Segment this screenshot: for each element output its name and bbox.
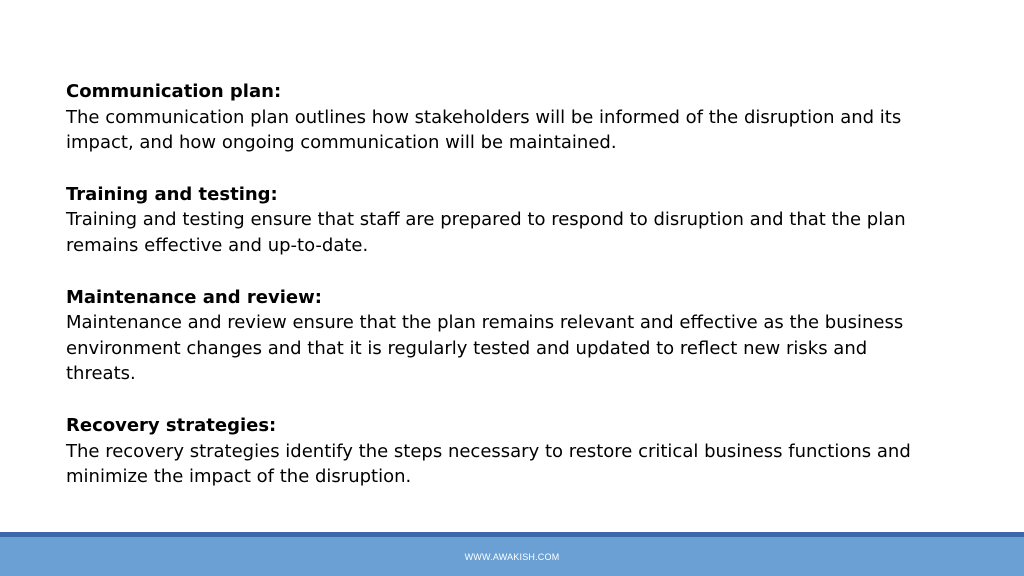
section-body: Maintenance and review ensure that the plan remains relevant and effective as the business environment changes and that it is regularly tested and updated to reflect new risks and threats.: [66, 312, 904, 385]
section-training-and-testing: [66, 182, 916, 259]
section-maintenance-and-review: [66, 285, 916, 387]
section-heading: Communication plan:: [66, 81, 282, 102]
section-body: The recovery strategies identify the steps necessary to restore critical business functions and minimize the impact of the disruption.: [66, 440, 911, 488]
footer-website-link[interactable]: WWW.AWAKISH.COM: [464, 551, 560, 562]
section-heading: Recovery strategies:: [66, 414, 277, 436]
section-recovery-strategies: [66, 413, 916, 490]
section-body: Training and testing ensure that staff are prepared to respond to disruption and that the plan remains effective and up-to-date.: [66, 209, 906, 256]
section-heading: Maintenance and review:: [66, 286, 322, 308]
section-heading: Training and testing:: [66, 183, 278, 205]
slide-content: [66, 79, 916, 516]
section-communication-plan: [66, 79, 916, 156]
footer-bar: [0, 537, 1024, 576]
section-body: The communication plan outlines how stakeholders will be informed of the disruption and its impact, and how ongoing communication will be maintained.: [66, 106, 902, 154]
